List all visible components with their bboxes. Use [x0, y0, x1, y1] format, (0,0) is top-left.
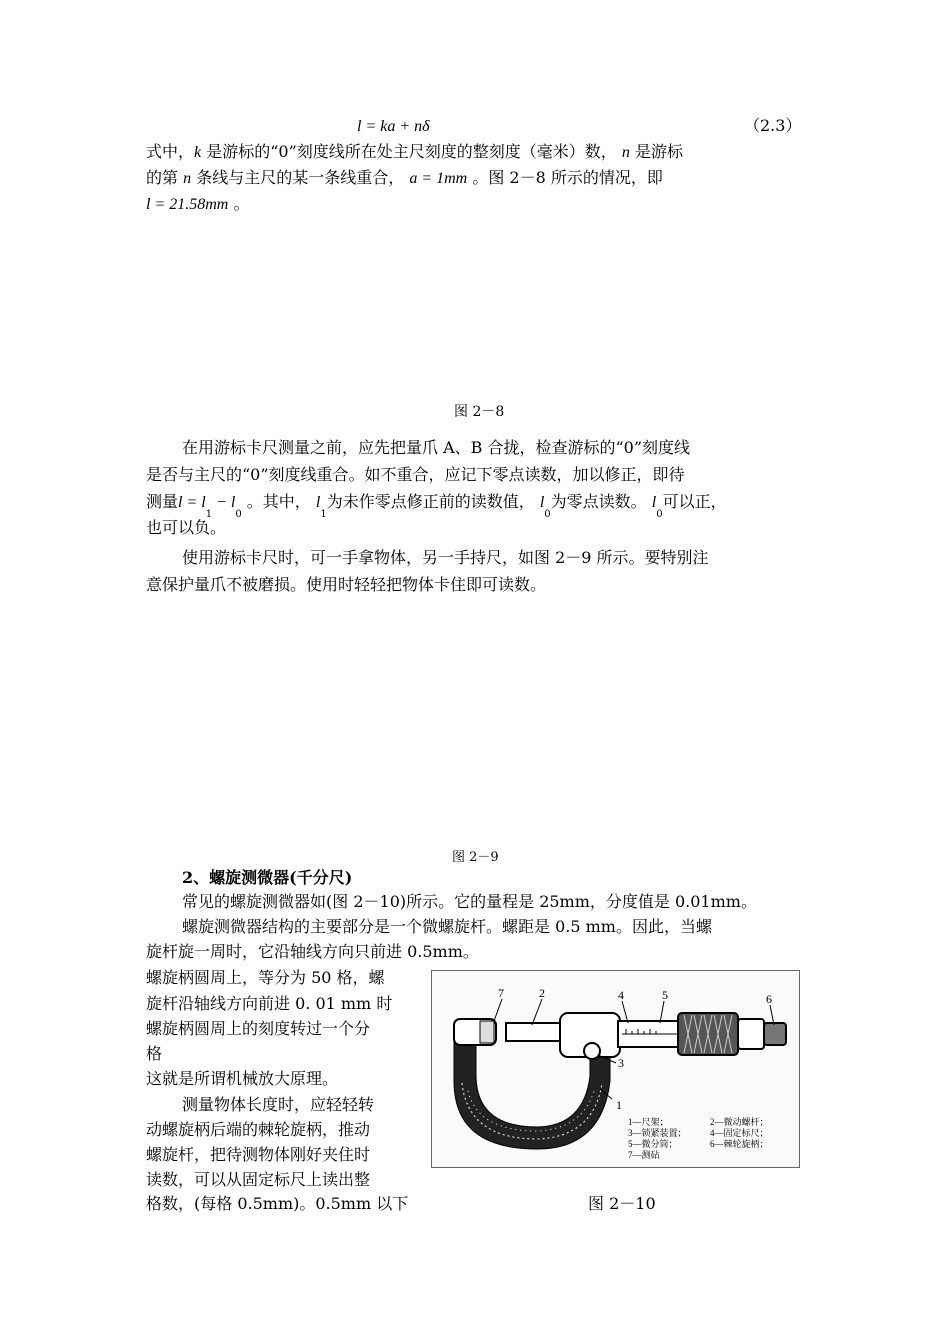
formula-number: （2.3）: [744, 116, 802, 135]
callout-3: 3: [618, 1056, 624, 1070]
left-col2-line-2: 动螺旋柄后端的棘轮旋柄，推动: [146, 1120, 371, 1139]
para-formula-line-3: l = 21.58mm 。: [146, 194, 250, 213]
left-col-line-3: 螺旋柄圆周上的刻度转过一个分: [146, 1019, 371, 1038]
lock-knob: [584, 1043, 600, 1059]
left-col2-line-5: 格数，(每格 0.5mm)。0.5mm 以下: [146, 1194, 409, 1213]
legend-4: 4—固定标尺；: [710, 1128, 769, 1138]
formula-2-3: [357, 114, 430, 139]
left-col-line-5: 这就是所谓机械放大原理。: [146, 1069, 339, 1088]
section-p2-line-2: 旋杆旋一周时，它沿轴线方向只前进 0.5mm。: [146, 942, 479, 961]
left-col2-line-1: 测量物体长度时，应轻轻转: [182, 1095, 375, 1114]
para-zero-line-2: 是否与主尺的“0”刻度线重合。如不重合，应记下零点读数，加以修正，即待: [146, 465, 685, 484]
legend-5: 5—微分筒；: [628, 1139, 678, 1149]
callout-1: 1: [616, 1098, 622, 1112]
fig-2-9-caption: 图 2－9: [452, 850, 499, 865]
micrometer-illustration: [432, 971, 799, 1167]
left-col2-line-3: 螺旋杆，把待测物体刚好夹住时: [146, 1145, 371, 1164]
para-formula-line-1: 式中，k 是游标的“0”刻度线所在处主尺刻度的整刻度（毫米）数， n 是游标: [146, 142, 683, 161]
legend-3: 3—锁紧装置；: [628, 1128, 687, 1138]
legend-2: 2—微动螺杆；: [710, 1117, 769, 1127]
fig-2-10-caption: 图 2－10: [588, 1194, 656, 1213]
left-col-line-4: 格: [146, 1044, 163, 1063]
para-zero-line-4: 也可以负。: [146, 518, 227, 537]
para-use-line-1: 使用游标卡尺时，可一手拿物体，另一手持尺，如图 2－9 所示。要特别注: [182, 548, 709, 567]
fig-2-10-image: [431, 970, 800, 1168]
left-col-line-2: 旋杆沿轴线方向前进 0. 01 mm 时: [146, 994, 393, 1013]
left-col-line-1: 螺旋柄圆周上，等分为 50 格，螺: [146, 968, 385, 987]
callout-4: 4: [618, 988, 624, 1002]
callout-2: 2: [539, 986, 545, 1000]
callout-7: 7: [498, 986, 504, 1000]
para-zero-line-1: 在用游标卡尺测量之前，应先把量爪 A、B 合拢，检查游标的“0”刻度线: [182, 438, 691, 457]
section-heading: 2、螺旋测微器(千分尺): [182, 868, 353, 887]
ratchet: [738, 1019, 764, 1049]
callout-5: 5: [662, 988, 668, 1002]
para-formula-line-2: 的第 n 条线与主尺的某一条线重合， a = 1mm 。图 2－8 所示的情况，即: [146, 168, 663, 187]
legend-6: 6—棘轮旋柄；: [710, 1139, 769, 1149]
left-col2-line-4: 读数，可以从固定标尺上读出整: [146, 1170, 371, 1189]
section-p1: 常见的螺旋测微器如(图 2－10)所示。它的量程是 25mm，分度值是 0.01mm。: [182, 892, 757, 911]
section-p2-line-1: 螺旋测微器结构的主要部分是一个微螺旋杆。螺距是 0.5 mm。因此，当螺: [182, 917, 712, 936]
callout-6: 6: [766, 992, 772, 1006]
para-use-line-2: 意保护量爪不被磨损。使用时轻轻把物体卡住即可读数。: [146, 575, 547, 594]
legend-1: 1—尺架；: [628, 1117, 669, 1127]
formula-expression: l = ka + nδ: [357, 118, 430, 135]
fig-2-8-caption: 图 2－8: [454, 404, 505, 420]
legend-7: 7—测砧: [628, 1150, 660, 1160]
spindle: [506, 1023, 566, 1041]
para-zero-line-3: 测量$l = l_1 - l_0$ 。其中， $l_1$为未作零点修正前的读数值， $l_0$为零点读数。 $l_0$可以正，: [146, 492, 727, 520]
